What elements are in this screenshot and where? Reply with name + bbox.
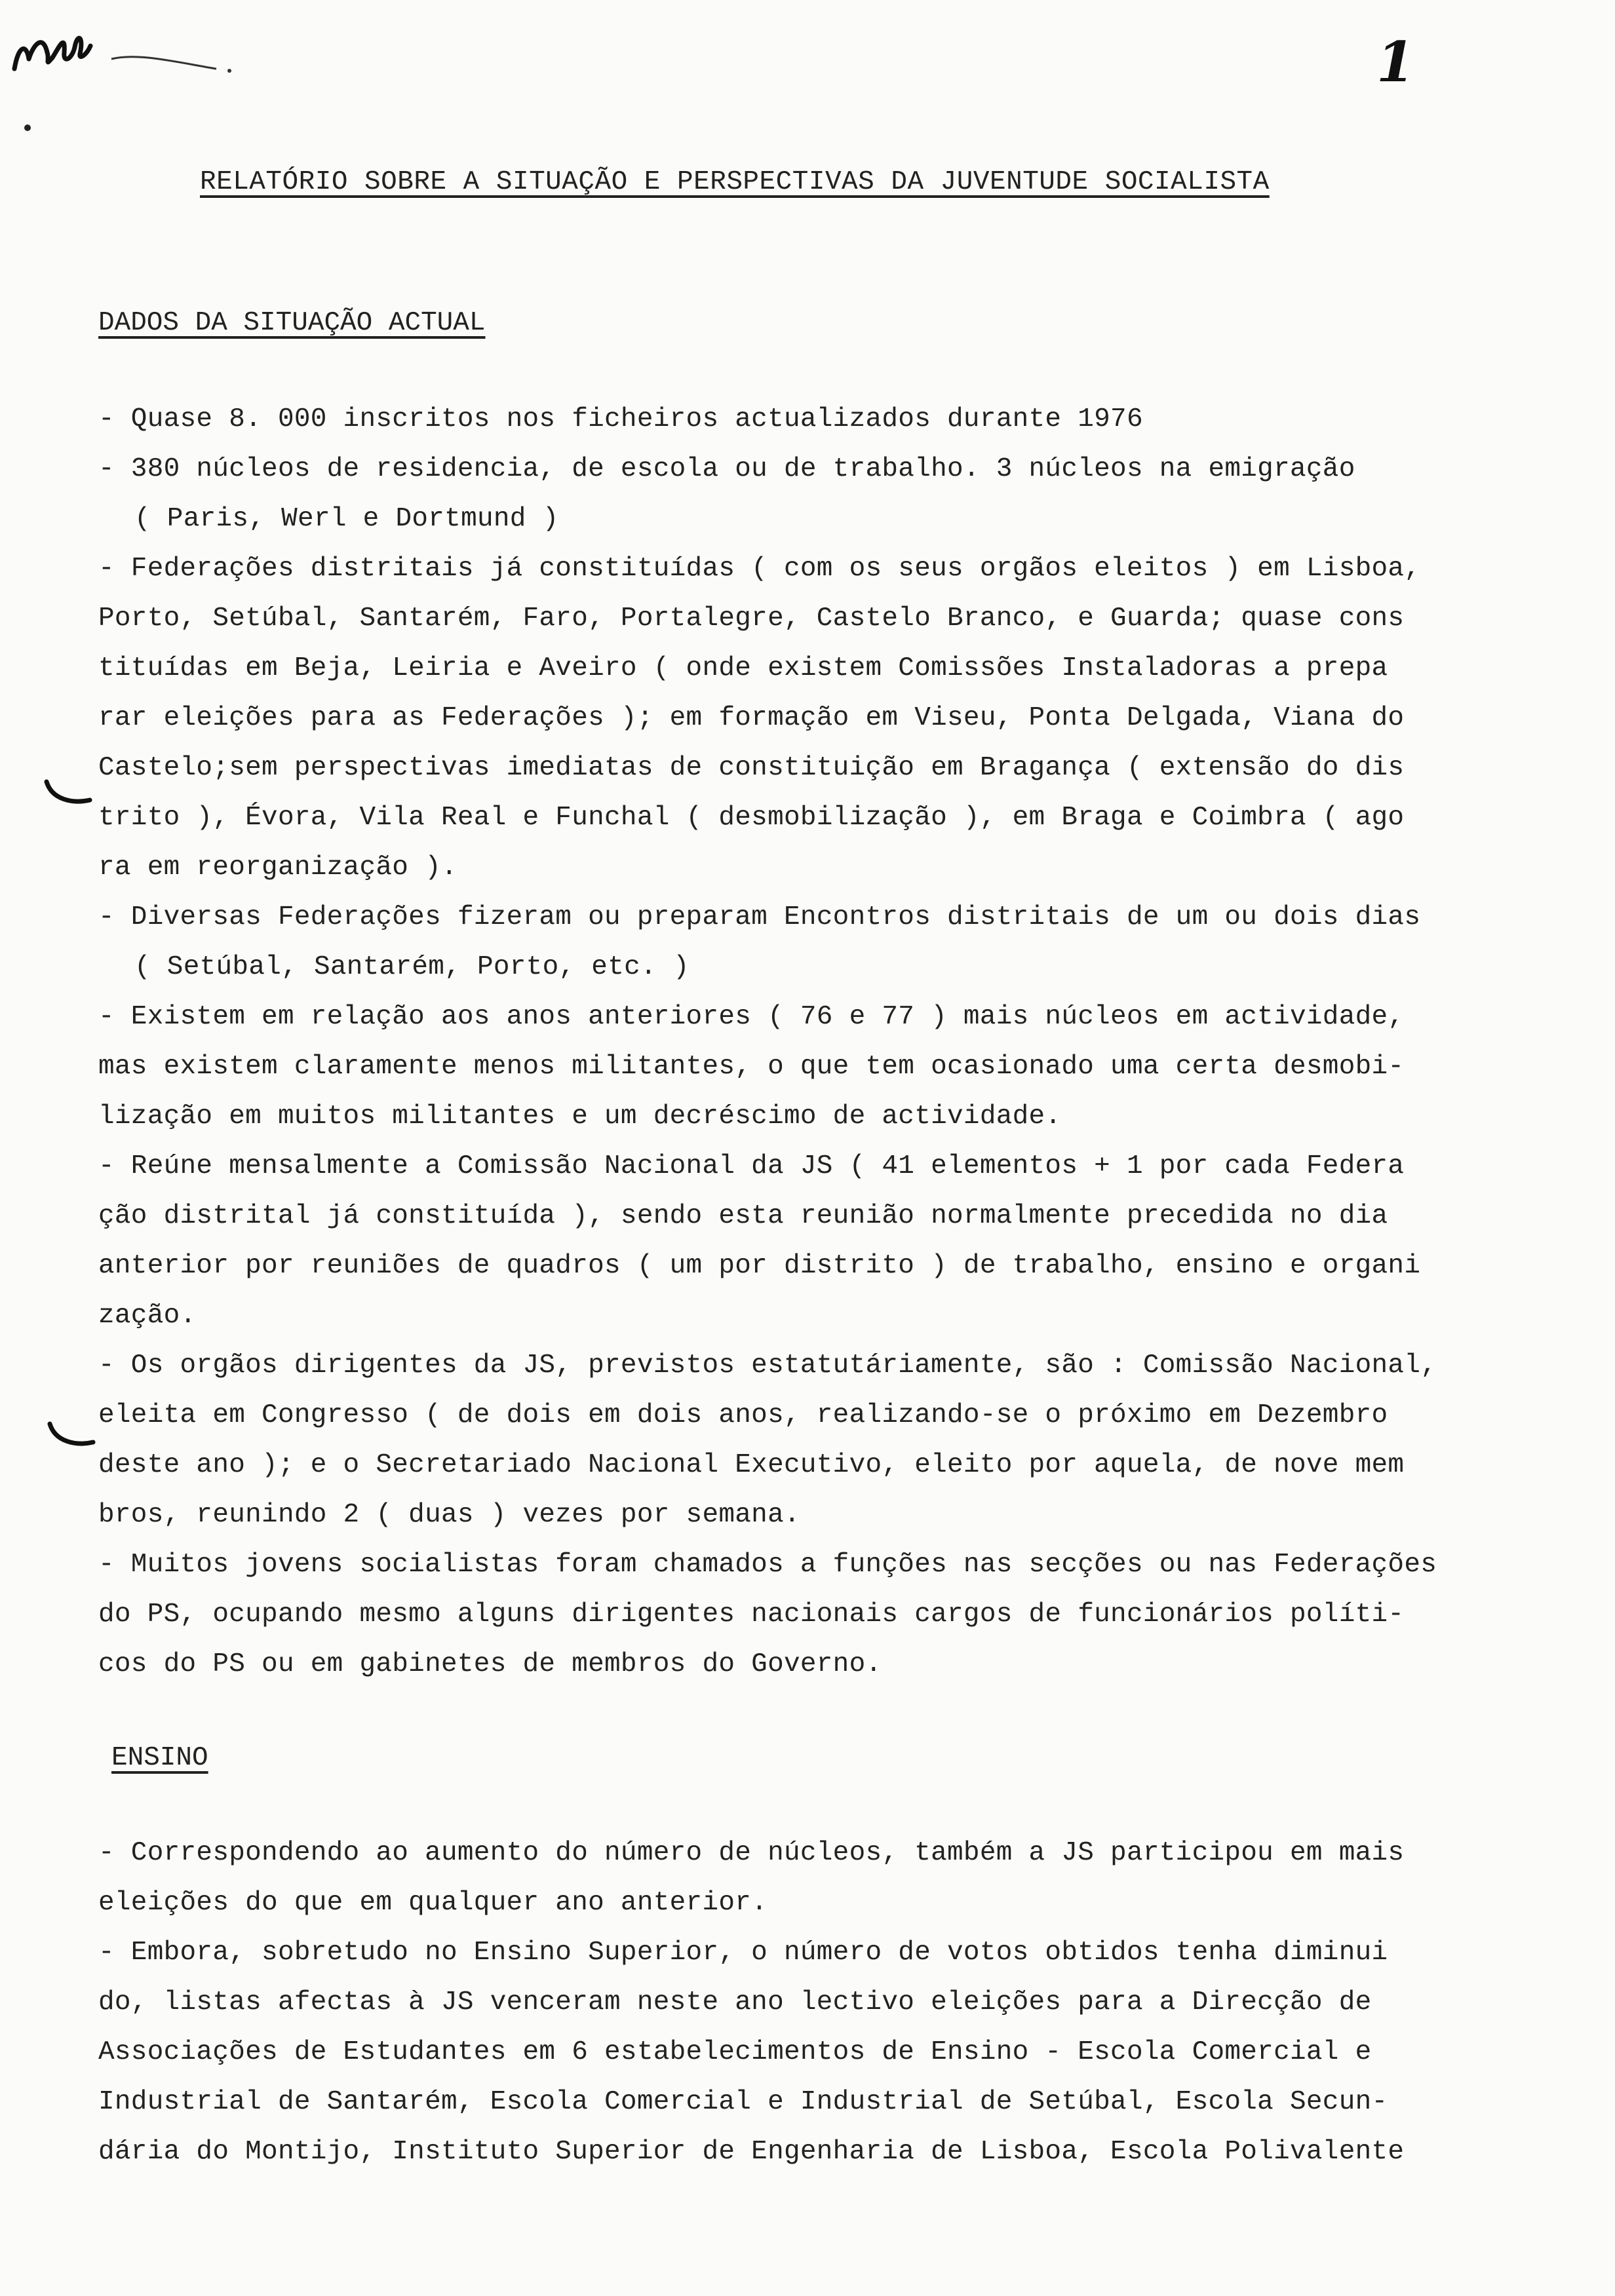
text-line: do, listas afectas à JS venceram neste ano lectivo eleições para a Direcção de xyxy=(98,1987,1372,2018)
text-line: lização em muitos militantes e um decréscimo de actividade. xyxy=(98,1101,1062,1132)
text-line: Castelo;sem perspectivas imediatas de constituição em Bragança ( extensão do dis xyxy=(98,753,1405,783)
text-line: rar eleições para as Federações ); em formação em Viseu, Ponta Delgada, Viana do xyxy=(98,703,1405,733)
text-line: - Muitos jovens socialistas foram chamados a funções nas secções ou nas Federações xyxy=(98,1550,1437,1580)
text-line: ( Setúbal, Santarém, Porto, etc. ) xyxy=(134,952,690,982)
handwritten-annotation xyxy=(7,7,243,138)
section-body-situacao xyxy=(98,394,1560,1689)
text-line: eleita em Congresso ( de dois em dois anos, realizando-se o próximo em Dezembro xyxy=(98,1400,1388,1430)
section-body-ensino xyxy=(98,1828,1560,2177)
document-title: RELATÓRIO SOBRE A SITUAÇÃO E PERSPECTIVAS DA JUVENTUDE SOCIALISTA xyxy=(200,167,1270,197)
text-line: - Existem em relação aos anos anteriores ( 76 e 77 ) mais núcleos em actividade, xyxy=(98,1002,1405,1032)
text-line: Porto, Setúbal, Santarém, Faro, Portalegre, Castelo Branco, e Guarda; quase cons xyxy=(98,603,1405,634)
text-line: - Reúne mensalmente a Comissão Nacional da JS ( 41 elementos + 1 por cada Federa xyxy=(98,1151,1405,1181)
text-line: deste ano ); e o Secretariado Nacional Executivo, eleito por aquela, de nove mem xyxy=(98,1450,1405,1480)
text-line: - Os orgãos dirigentes da JS, previstos estatutáriamente, são : Comissão Nacional, xyxy=(98,1350,1437,1381)
text-line: eleições do que em qualquer ano anterior. xyxy=(98,1888,768,1918)
text-line: tituídas em Beja, Leiria e Aveiro ( onde existem Comissões Instaladoras a prepa xyxy=(98,653,1388,683)
margin-bracket-mark xyxy=(46,1419,98,1451)
text-line: dária do Montijo, Instituto Superior de Engenharia de Lisboa, Escola Polivalente xyxy=(98,2137,1405,2167)
text-line: mas existem claramente menos militantes, o que tem ocasionado uma certa desmobi- xyxy=(98,1052,1405,1082)
section-heading-situacao: DADOS DA SITUAÇÃO ACTUAL xyxy=(98,308,486,338)
margin-bracket-mark xyxy=(43,776,95,809)
text-line: ção distrital já constituída ), sendo esta reunião normalmente precedida no dia xyxy=(98,1201,1388,1231)
text-line: anterior por reuniões de quadros ( um por distrito ) de trabalho, ensino e organi xyxy=(98,1251,1421,1281)
text-line: - Federações distritais já constituídas ( com os seus orgãos eleitos ) em Lisboa, xyxy=(98,554,1421,584)
text-line: zação. xyxy=(98,1301,197,1331)
text-line: ( Paris, Werl e Dortmund ) xyxy=(134,504,559,534)
text-line: Associações de Estudantes em 6 estabelecimentos de Ensino - Escola Comercial e xyxy=(98,2037,1372,2067)
text-line: - Diversas Federações fizeram ou preparam Encontros distritais de um ou dois dias xyxy=(98,902,1421,932)
text-line: - Quase 8. 000 inscritos nos ficheiros actualizados durante 1976 xyxy=(98,404,1143,434)
text-line: do PS, ocupando mesmo alguns dirigentes nacionais cargos de funcionários políti- xyxy=(98,1599,1405,1630)
page-number: 1 xyxy=(1376,29,1415,94)
text-line: ra em reorganização ). xyxy=(98,852,457,883)
text-line: Industrial de Santarém, Escola Comercial e Industrial de Setúbal, Escola Secun- xyxy=(98,2087,1388,2117)
text-line: - Correspondendo ao aumento do número de núcleos, também a JS participou em mais xyxy=(98,1838,1405,1868)
text-line: - Embora, sobretudo no Ensino Superior, o número de votos obtidos tenha diminui xyxy=(98,1938,1388,1968)
text-line: trito ), Évora, Vila Real e Funchal ( desmobilização ), em Braga e Coimbra ( ago xyxy=(98,803,1405,833)
section-heading-ensino: ENSINO xyxy=(111,1743,208,1773)
text-line: bros, reunindo 2 ( duas ) vezes por semana. xyxy=(98,1500,800,1530)
text-line: cos do PS ou em gabinetes de membros do Governo. xyxy=(98,1649,882,1679)
text-line: - 380 núcleos de residencia, de escola ou de trabalho. 3 núcleos na emigração xyxy=(98,454,1355,484)
